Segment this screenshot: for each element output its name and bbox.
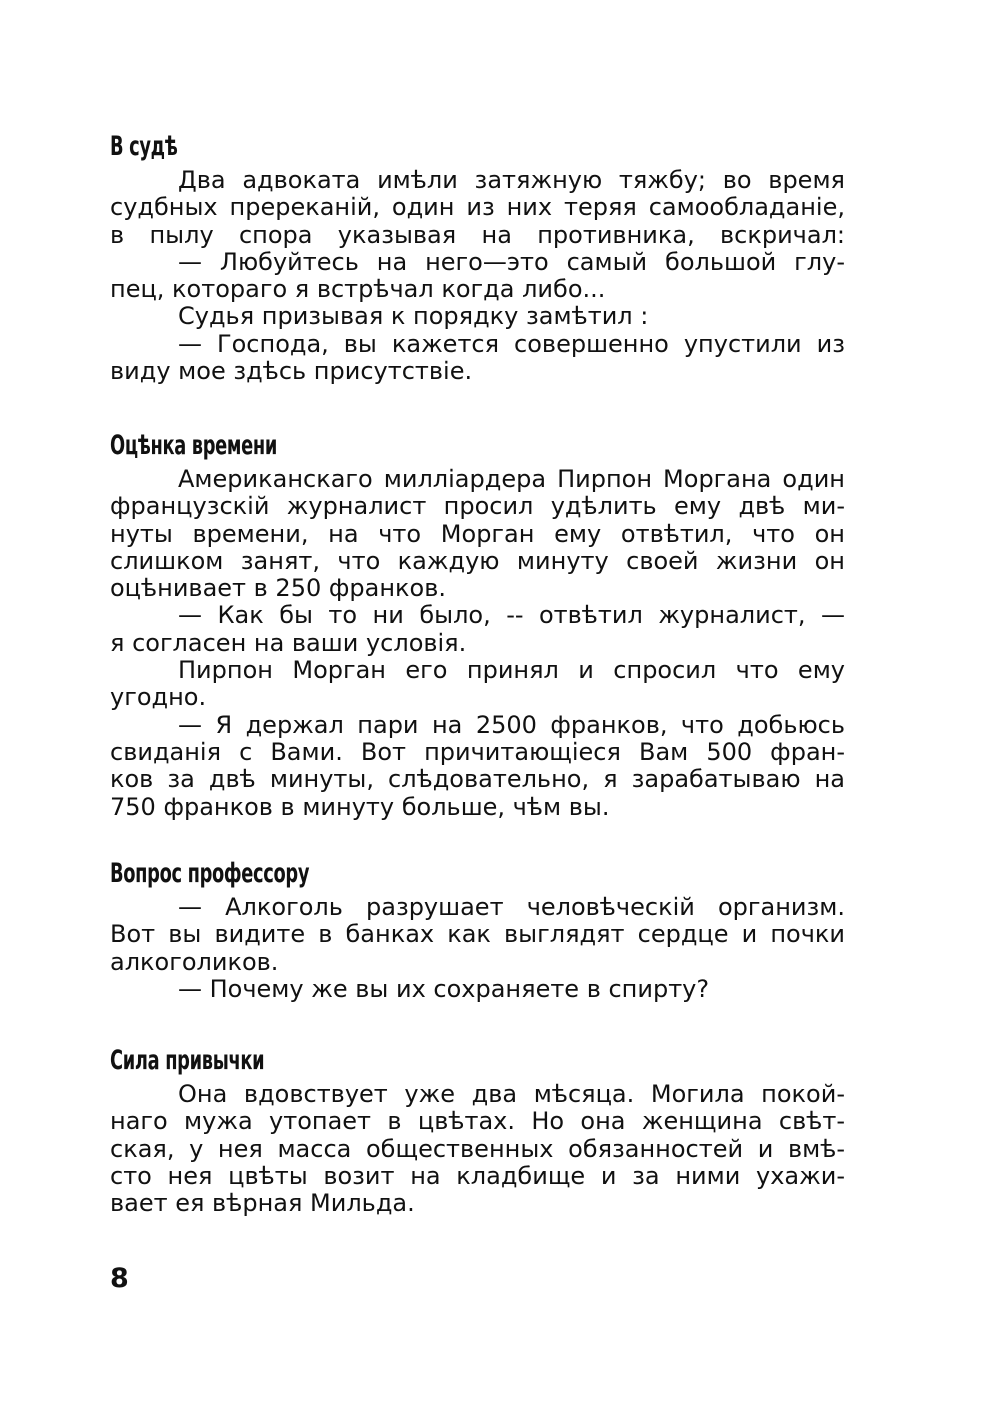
text-line: слишком занят, что каждую минуту своей жизни он [110,546,845,575]
text-line: свиданія с Вами. Вот причитающіеся Вам 500 фран- [110,737,845,766]
text-line: вает ея вѣрная Мильда. [110,1189,415,1218]
text-line: — Я держал пари на 2500 франков, что добьюсь [178,710,845,739]
text-line: ская, у нея масса общественных обязанностей и вмѣ- [110,1134,845,1163]
story-force-of-habit [110,1045,845,1217]
text-line: Она вдовствует уже два мѣсяца. Могила покой- [178,1080,845,1108]
text-line: Вот вы видите в банках как выглядят сердце и почки [110,920,845,949]
text-line: в пылу спора указывая на противника, вскричал: [110,220,845,249]
story-in-court [110,131,845,385]
text-line: я согласен на ваши условія. [110,628,467,657]
story-title: Оцѣнка времени [110,430,278,461]
text-line: нуты времени, на что Морган ему отвѣтил, что он [110,519,845,548]
text-line: Два адвоката имѣли затяжную тяжбу; во время [178,166,845,194]
text-line: — Господа, вы кажется совершенно упустили из [178,329,845,358]
page-number: 8 [110,1263,129,1294]
text-line: Пирпон Морган его принял и спросил что ему [178,656,845,685]
text-line: пец, котораго я встрѣчал когда либо... [110,275,606,304]
text-line: оцѣнивает в 250 франков. [110,574,446,603]
text-line: — Любуйтесь на него—это самый большой глу- [178,247,845,276]
text-line: Судья призывая к порядку замѣтил : [178,302,649,331]
text-line: — Алкоголь разрушает человѣческій организм. [178,893,845,921]
text-line: угодно. [110,683,207,712]
text-line: ков за двѣ минуты, слѣдовательно, я зарабатываю на [110,765,845,794]
text-line: французскій журналист просил удѣлить ему двѣ ми- [110,492,845,521]
text-line: 750 франков в минуту больше, чѣм вы. [110,792,610,821]
story-professor-question [110,858,845,1003]
text-line: судбных пререканій, один из них теряя самообладаніе, [110,193,845,222]
text-line: сто нея цвѣты возит на кладбище и за ними ухажи- [110,1161,845,1190]
story-title: Сила привычки [110,1045,265,1076]
text-line: наго мужа утопает в цвѣтах. Но она женщина свѣт- [110,1107,845,1136]
text-line: — Как бы то ни было, -- отвѣтил журналист, — [178,601,845,630]
story-title: Вопрос профессору [110,858,310,889]
text-line: алкоголиков. [110,947,279,976]
story-time-value [110,430,845,821]
text-line: Американскаго милліардера Пирпон Моргана один [178,465,845,493]
text-line: виду мое здѣсь присутствіе. [110,357,473,386]
story-title: В судѣ [110,131,178,162]
text-line: — Почему же вы их сохраняете в спирту? [178,974,710,1003]
